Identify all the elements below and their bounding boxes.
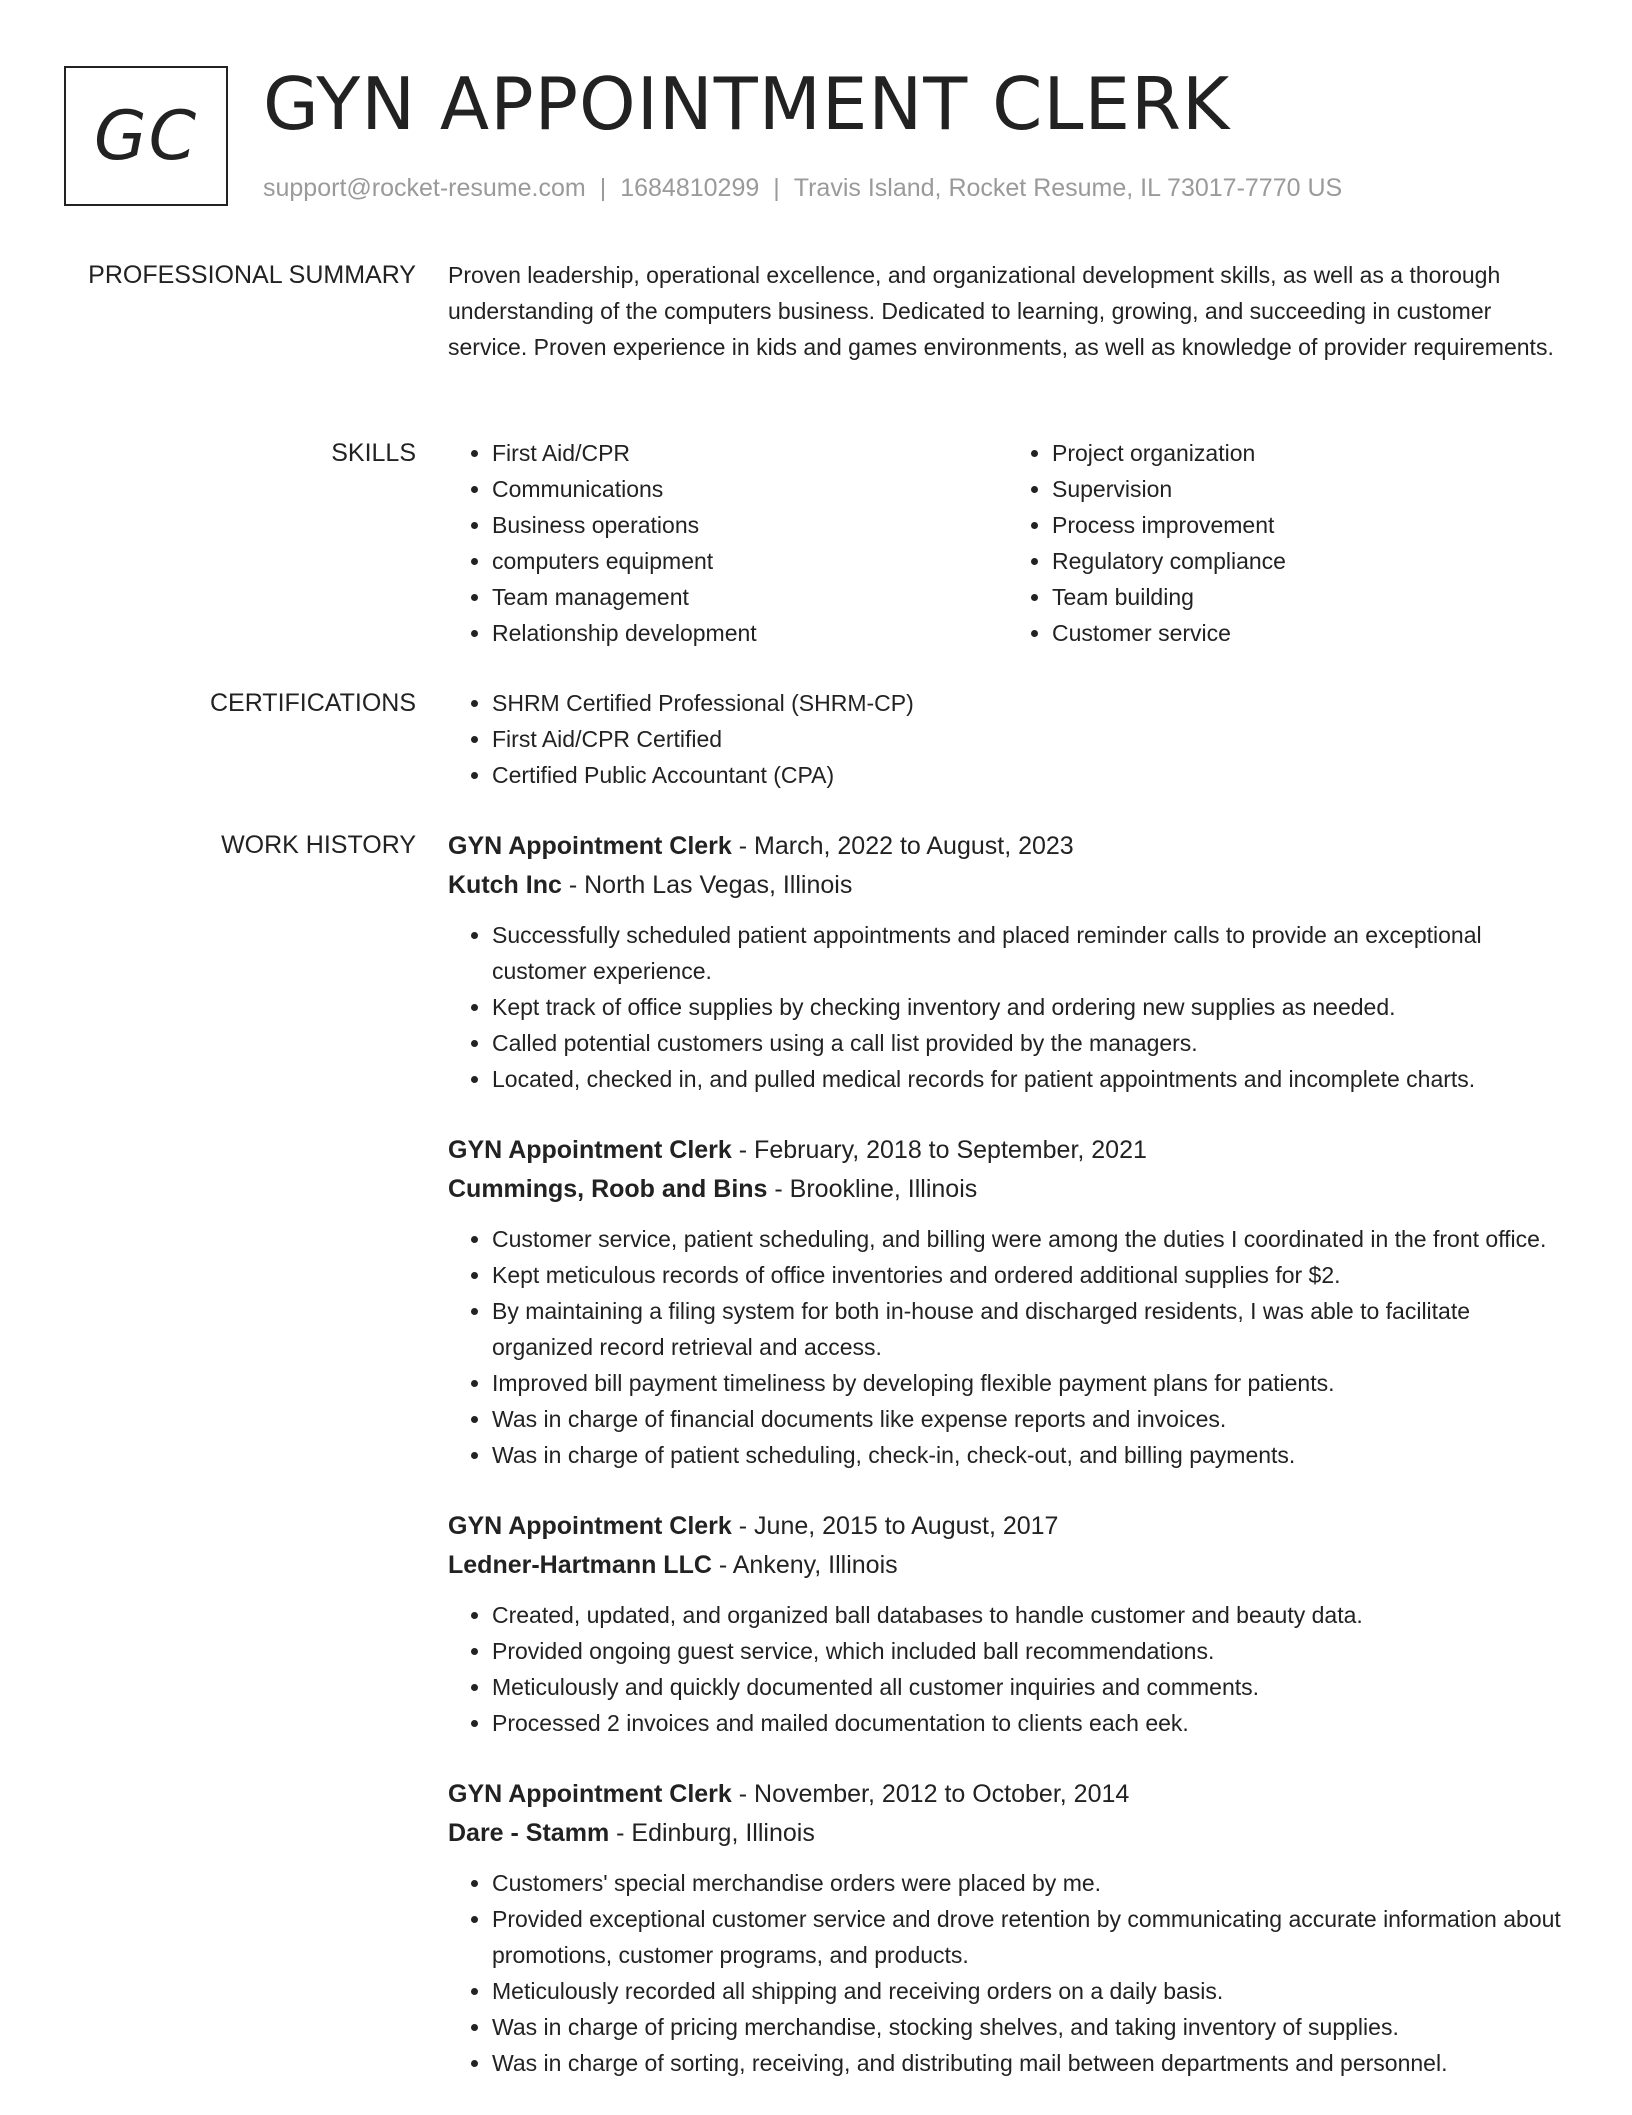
job-bullet: • Customer service, patient scheduling, and billing were among the duties I coordinated in the front office.	[492, 1221, 1568, 1257]
job-company: Kutch Inc	[448, 871, 562, 899]
job-bullet: • Was in charge of pricing merchandise, stocking shelves, and taking inventory of supplies.	[492, 2009, 1568, 2045]
contact-line	[263, 174, 1342, 203]
contact-phone: 1684810299	[620, 174, 760, 202]
skills-heading: SKILLS	[331, 439, 416, 467]
monogram-box	[64, 66, 228, 206]
certifications-heading: CERTIFICATIONS	[209, 689, 416, 717]
monogram-initials: GC	[93, 96, 199, 176]
job-company-line	[448, 1546, 1568, 1585]
job-dates: - November, 2012 to October, 2014	[731, 1780, 1130, 1808]
skill-item: • Project organization	[1052, 435, 1568, 471]
job-bullet: • Meticulously and quickly documented all customer inquiries and comments.	[492, 1669, 1568, 1705]
job-bullet: • Was in charge of financial documents like expense reports and invoices.	[492, 1401, 1568, 1437]
skill-item: • First Aid/CPR	[492, 435, 1008, 471]
contact-separator: |	[773, 174, 780, 202]
job-location: - Brookline, Illinois	[767, 1175, 978, 1203]
resume-title: GYN APPOINTMENT CLERK	[263, 62, 1231, 146]
job-title-line	[448, 1775, 1568, 1814]
job-bullet: • Kept meticulous records of office inventories and ordered additional supplies for $2.	[492, 1257, 1568, 1293]
job-entry	[448, 1775, 1568, 2081]
job-entry	[448, 827, 1568, 1097]
job-dates: - June, 2015 to August, 2017	[731, 1512, 1059, 1540]
job-bullet: • Located, checked in, and pulled medical records for patient appointments and incomplete charts.	[492, 1061, 1568, 1097]
job-title: GYN Appointment Clerk	[448, 1136, 732, 1164]
skill-item: • Business operations	[492, 507, 1008, 543]
skill-item: • Process improvement	[1052, 507, 1568, 543]
contact-separator: |	[599, 174, 607, 202]
job-bullet: • Customers' special merchandise orders were placed by me.	[492, 1865, 1568, 1901]
skill-item: • Relationship development	[492, 615, 1008, 651]
job-dates: - February, 2018 to September, 2021	[731, 1136, 1147, 1164]
job-bullet: • Was in charge of sorting, receiving, and distributing mail between departments and personnel.	[492, 2045, 1568, 2081]
job-location: - Edinburg, Illinois	[609, 1819, 815, 1847]
job-bullets	[448, 917, 1568, 1097]
job-bullet: • Improved bill payment timeliness by developing flexible payment plans for patients.	[492, 1365, 1568, 1401]
certification-item: • Certified Public Accountant (CPA)	[492, 757, 1568, 793]
job-dates: - March, 2022 to August, 2023	[731, 832, 1074, 860]
job-bullets	[448, 1597, 1568, 1741]
work-history-body	[448, 827, 1568, 2115]
skill-item: • computers equipment	[492, 543, 1008, 579]
job-title-line	[448, 1507, 1568, 1546]
certification-item: • First Aid/CPR Certified	[492, 721, 1568, 757]
skill-item: • Customer service	[1052, 615, 1568, 651]
job-bullet: • Provided ongoing guest service, which included ball recommendations.	[492, 1633, 1568, 1669]
job-bullet: • Successfully scheduled patient appointments and placed reminder calls to provide an exceptional customer experience.	[492, 917, 1568, 989]
contact-email: support@rocket-resume.com	[263, 174, 586, 202]
job-company-line	[448, 1814, 1568, 1853]
job-company: Cummings, Roob and Bins	[448, 1175, 768, 1203]
job-company-line	[448, 1170, 1568, 1209]
skill-item: • Team management	[492, 579, 1008, 615]
skill-item: • Communications	[492, 471, 1008, 507]
job-title-line	[448, 827, 1568, 866]
job-title: GYN Appointment Clerk	[448, 1512, 732, 1540]
summary-body	[448, 257, 1568, 365]
job-bullet: • Called potential customers using a call list provided by the managers.	[492, 1025, 1568, 1061]
job-company: Ledner-Hartmann LLC	[448, 1551, 712, 1579]
certifications-list	[448, 685, 1568, 793]
certifications-body	[448, 685, 1568, 793]
work-history-heading: WORK HISTORY	[221, 831, 416, 859]
skill-item: • Regulatory compliance	[1052, 543, 1568, 579]
job-location: - Ankeny, Illinois	[711, 1551, 898, 1579]
job-title-line	[448, 1131, 1568, 1170]
summary-heading: PROFESSIONAL SUMMARY	[88, 261, 416, 289]
job-bullet: • Kept track of office supplies by checking inventory and ordering new supplies as needed.	[492, 989, 1568, 1025]
job-bullets	[448, 1865, 1568, 2081]
job-bullet: • Processed 2 invoices and mailed documentation to clients each eek.	[492, 1705, 1568, 1741]
summary-text: Proven leadership, operational excellence, and organizational development skills, as well as a thorough understanding of the computers business. Dedicated to learning, growing, and succeeding in customer service. Proven experience in kids and games environments, as well as knowledge of provider requirements.	[448, 262, 1554, 360]
job-bullet: • Created, updated, and organized ball databases to handle customer and beauty data.	[492, 1597, 1568, 1633]
certification-item: • SHRM Certified Professional (SHRM-CP)	[492, 685, 1568, 721]
job-bullet: • Meticulously recorded all shipping and receiving orders on a daily basis.	[492, 1973, 1568, 2009]
contact-address: Travis Island, Rocket Resume, IL 73017-7770 US	[793, 174, 1343, 202]
job-location: - North Las Vegas, Illinois	[561, 871, 853, 899]
skills-list-left	[448, 435, 1008, 651]
job-bullet: • Was in charge of patient scheduling, check-in, check-out, and billing payments.	[492, 1437, 1568, 1473]
job-entry	[448, 1507, 1568, 1741]
skills-columns	[448, 435, 1568, 651]
job-bullet: • Provided exceptional customer service and drove retention by communicating accurate information about promotions, customer programs, and products.	[492, 1901, 1568, 1973]
skill-item: • Supervision	[1052, 471, 1568, 507]
skill-item: • Team building	[1052, 579, 1568, 615]
job-bullet: • By maintaining a filing system for both in-house and discharged residents, I was able to facilitate organized record retrieval and access.	[492, 1293, 1568, 1365]
job-title: GYN Appointment Clerk	[448, 1780, 732, 1808]
skills-body	[448, 435, 1568, 651]
job-entry	[448, 1131, 1568, 1473]
skills-list-right	[1008, 435, 1568, 651]
job-bullets	[448, 1221, 1568, 1473]
job-title: GYN Appointment Clerk	[448, 832, 732, 860]
job-company: Dare - Stamm	[448, 1819, 610, 1847]
job-company-line	[448, 866, 1568, 905]
